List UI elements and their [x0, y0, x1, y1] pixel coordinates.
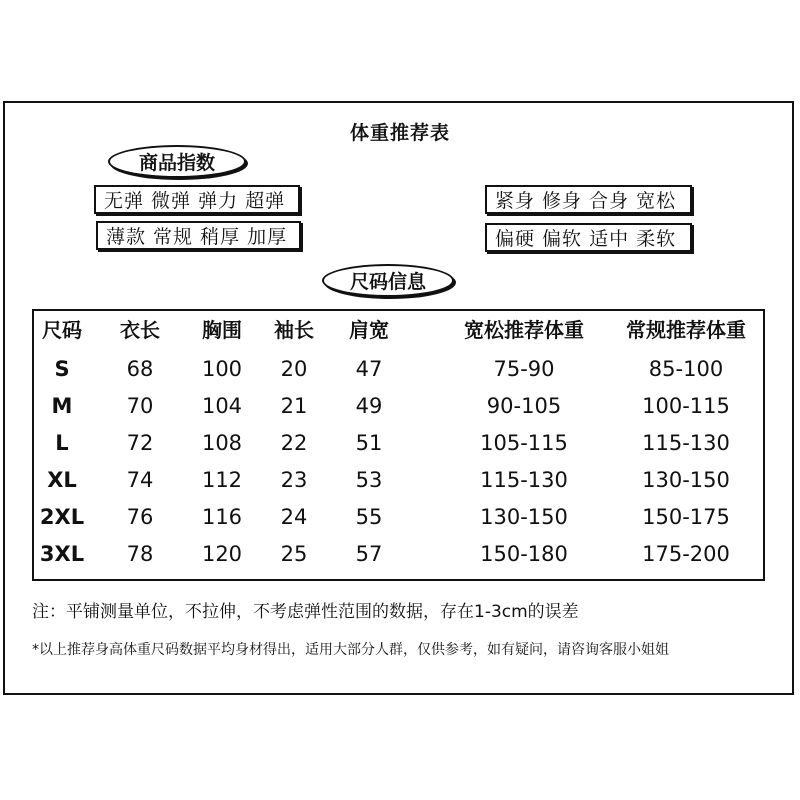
loose-weight-cell: 130-150: [480, 505, 568, 529]
softness-options: 偏硬 偏软 适中 柔软: [485, 223, 692, 252]
header-chest: 胸围: [202, 318, 242, 342]
size-cell: S: [54, 357, 70, 381]
shoulder-cell: 51: [355, 431, 383, 455]
chest-cell: 120: [201, 542, 243, 566]
chest-cell: 100: [201, 357, 243, 381]
loose-weight-cell: 105-115: [480, 431, 568, 455]
size-cell: XL: [47, 468, 77, 492]
chest-cell: 108: [201, 431, 243, 455]
sleeve-cell: 21: [280, 394, 308, 418]
size-cell: 2XL: [39, 505, 85, 529]
shoulder-cell: 53: [355, 468, 383, 492]
size-info-label: 尺码信息: [322, 264, 454, 297]
length-cell: 78: [126, 542, 154, 566]
length-cell: 68: [126, 357, 154, 381]
table-row: [34, 389, 763, 423]
sleeve-cell: 23: [280, 468, 308, 492]
table-row: [34, 537, 763, 571]
length-cell: 74: [126, 468, 154, 492]
header-size: 尺码: [42, 318, 82, 342]
regular-weight-cell: 130-150: [642, 468, 730, 492]
header-sleeve: 袖长: [274, 318, 314, 342]
size-cell: M: [51, 394, 73, 418]
measurement-note: 注：平铺测量单位，不拉伸，不考虑弹性范围的数据，存在1-3cm的误差: [32, 602, 579, 622]
page-title: 体重推荐表: [349, 122, 450, 144]
shoulder-cell: 47: [355, 357, 383, 381]
regular-weight-cell: 115-130: [642, 431, 730, 455]
header-shoulder: 肩宽: [349, 318, 389, 342]
regular-weight-cell: 150-175: [642, 505, 730, 529]
table-row: [34, 352, 763, 386]
table-row: [34, 426, 763, 460]
table-row: [34, 463, 763, 497]
length-cell: 70: [126, 394, 154, 418]
table-header: [34, 313, 763, 347]
product-index-label: 商品指数: [108, 145, 246, 178]
regular-weight-cell: 175-200: [642, 542, 730, 566]
regular-weight-cell: 100-115: [642, 394, 730, 418]
sleeve-cell: 25: [280, 542, 308, 566]
loose-weight-cell: 150-180: [480, 542, 568, 566]
shoulder-cell: 57: [355, 542, 383, 566]
thickness-options: 薄款 常规 稍厚 加厚: [96, 221, 301, 250]
size-cell: 3XL: [39, 542, 85, 566]
table-row: [34, 500, 763, 534]
size-table: [32, 309, 765, 581]
sleeve-cell: 22: [280, 431, 308, 455]
recommendation-note: *以上推荐身高体重尺码数据平均身材得出，适用大部分人群，仅供参考，如有疑问，请咨询客服小姐姐: [32, 642, 669, 658]
elasticity-options: 无弹 微弹 弹力 超弹: [94, 185, 300, 214]
regular-weight-cell: 85-100: [648, 357, 724, 381]
shoulder-cell: 55: [355, 505, 383, 529]
length-cell: 76: [126, 505, 154, 529]
header-length: 衣长: [120, 318, 160, 342]
loose-weight-cell: 115-130: [480, 468, 568, 492]
fit-options: 紧身 修身 合身 宽松: [485, 185, 692, 214]
size-cell: L: [55, 431, 69, 455]
sleeve-cell: 20: [280, 357, 308, 381]
length-cell: 72: [126, 431, 154, 455]
loose-weight-cell: 75-90: [493, 357, 555, 381]
chest-cell: 116: [201, 505, 243, 529]
loose-weight-cell: 90-105: [486, 394, 562, 418]
chest-cell: 104: [201, 394, 243, 418]
shoulder-cell: 49: [355, 394, 383, 418]
header-regular-weight: 常规推荐体重: [626, 318, 746, 342]
sleeve-cell: 24: [280, 505, 308, 529]
chest-cell: 112: [201, 468, 243, 492]
header-loose-weight: 宽松推荐体重: [464, 318, 584, 342]
